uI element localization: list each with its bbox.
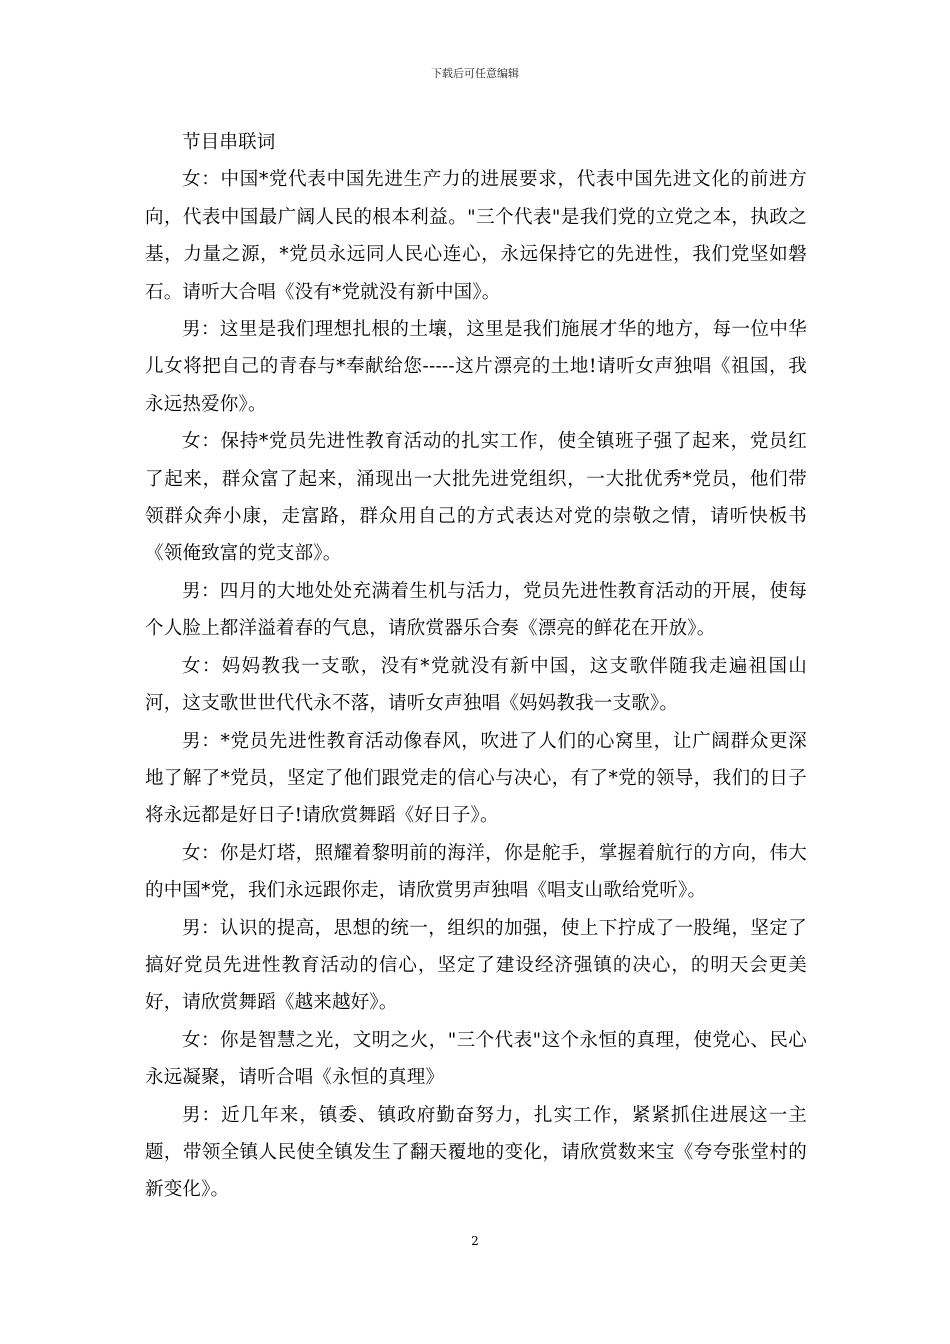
page-header: 下载后可任意编辑: [431, 67, 519, 80]
page-number: 2: [471, 1234, 479, 1248]
paragraph-5: 女：妈妈教我一支歌，没有*党就没有新中国，这支歌伴随我走遍祖国山河，这支歌世世代代永不落，请听女声独唱《妈妈教我一支歌》。: [145, 655, 807, 715]
paragraph-2: 男：这里是我们理想扎根的土壤，这里是我们施展才华的地方，每一位中华儿女将把自己的青春与*奉献给您-----这片漂亮的土地!请听女声独唱《祖国，我永远热爱你》。: [145, 319, 807, 415]
document-title: 节目串联词: [182, 132, 276, 153]
paragraph-3: 女：保持*党员先进性教育活动的扎实工作，使全镇班子强了起来，党员红了起来，群众富了起来，涌现出一大批先进党组织，一大批优秀*党员，他们带领群众奔小康，走富路，群众用自己的方式表达对党的崇敬之情，请听快板书《领俺致富的党支部》。: [145, 431, 807, 565]
paragraph-4: 男：四月的大地处处充满着生机与活力，党员先进性教育活动的开展，使每个人脸上都洋溢着春的气息，请欣赏器乐合奏《漂亮的鲜花在开放》。: [145, 580, 807, 640]
paragraph-8: 男：认识的提高，思想的统一，组织的加强，使上下拧成了一股绳，坚定了搞好党员先进性教育活动的信心，坚定了建设经济强镇的决心，的明天会更美好，请欣赏舞蹈《越来越好》。: [145, 917, 807, 1014]
document-body: [145, 124, 807, 1209]
paragraph-6: 男：*党员先进性教育活动像春风，吹进了人们的心窝里，让广阔群众更深地了解了*党员，坚定了他们跟党走的信心与决心，有了*党的领导，我们的日子将永远都是好日子!请欣赏舞蹈《好日子》。: [145, 730, 807, 827]
paragraph-1: 女：中国*党代表中国先进生产力的进展要求，代表中国先进文化的前进方向，代表中国最广阔人民的根本利益。"三个代表"是我们党的立党之本，执政之基，力量之源，*党员永远同人民心连心，永远保持它的先进性，我们党坚如磐石。请听大合唱《没有*党就没有新中国》。: [145, 169, 807, 303]
paragraph-9: 女：你是智慧之光，文明之火，"三个代表"这个永恒的真理，使党心、民心永远凝聚，请听合唱《永恒的真理》: [145, 1029, 807, 1089]
paragraph-7: 女：你是灯塔，照耀着黎明前的海洋，你是舵手，掌握着航行的方向，伟大的中国*党，我们永远跟你走，请欣赏男声独唱《唱支山歌给党听》。: [145, 842, 807, 902]
paragraph-10: 男：近几年来，镇委、镇政府勤奋努力，扎实工作，紧紧抓住进展这一主题，带领全镇人民使全镇发生了翻天覆地的变化，请欣赏数来宝《夸夸张堂村的新变化》。: [145, 1104, 807, 1201]
